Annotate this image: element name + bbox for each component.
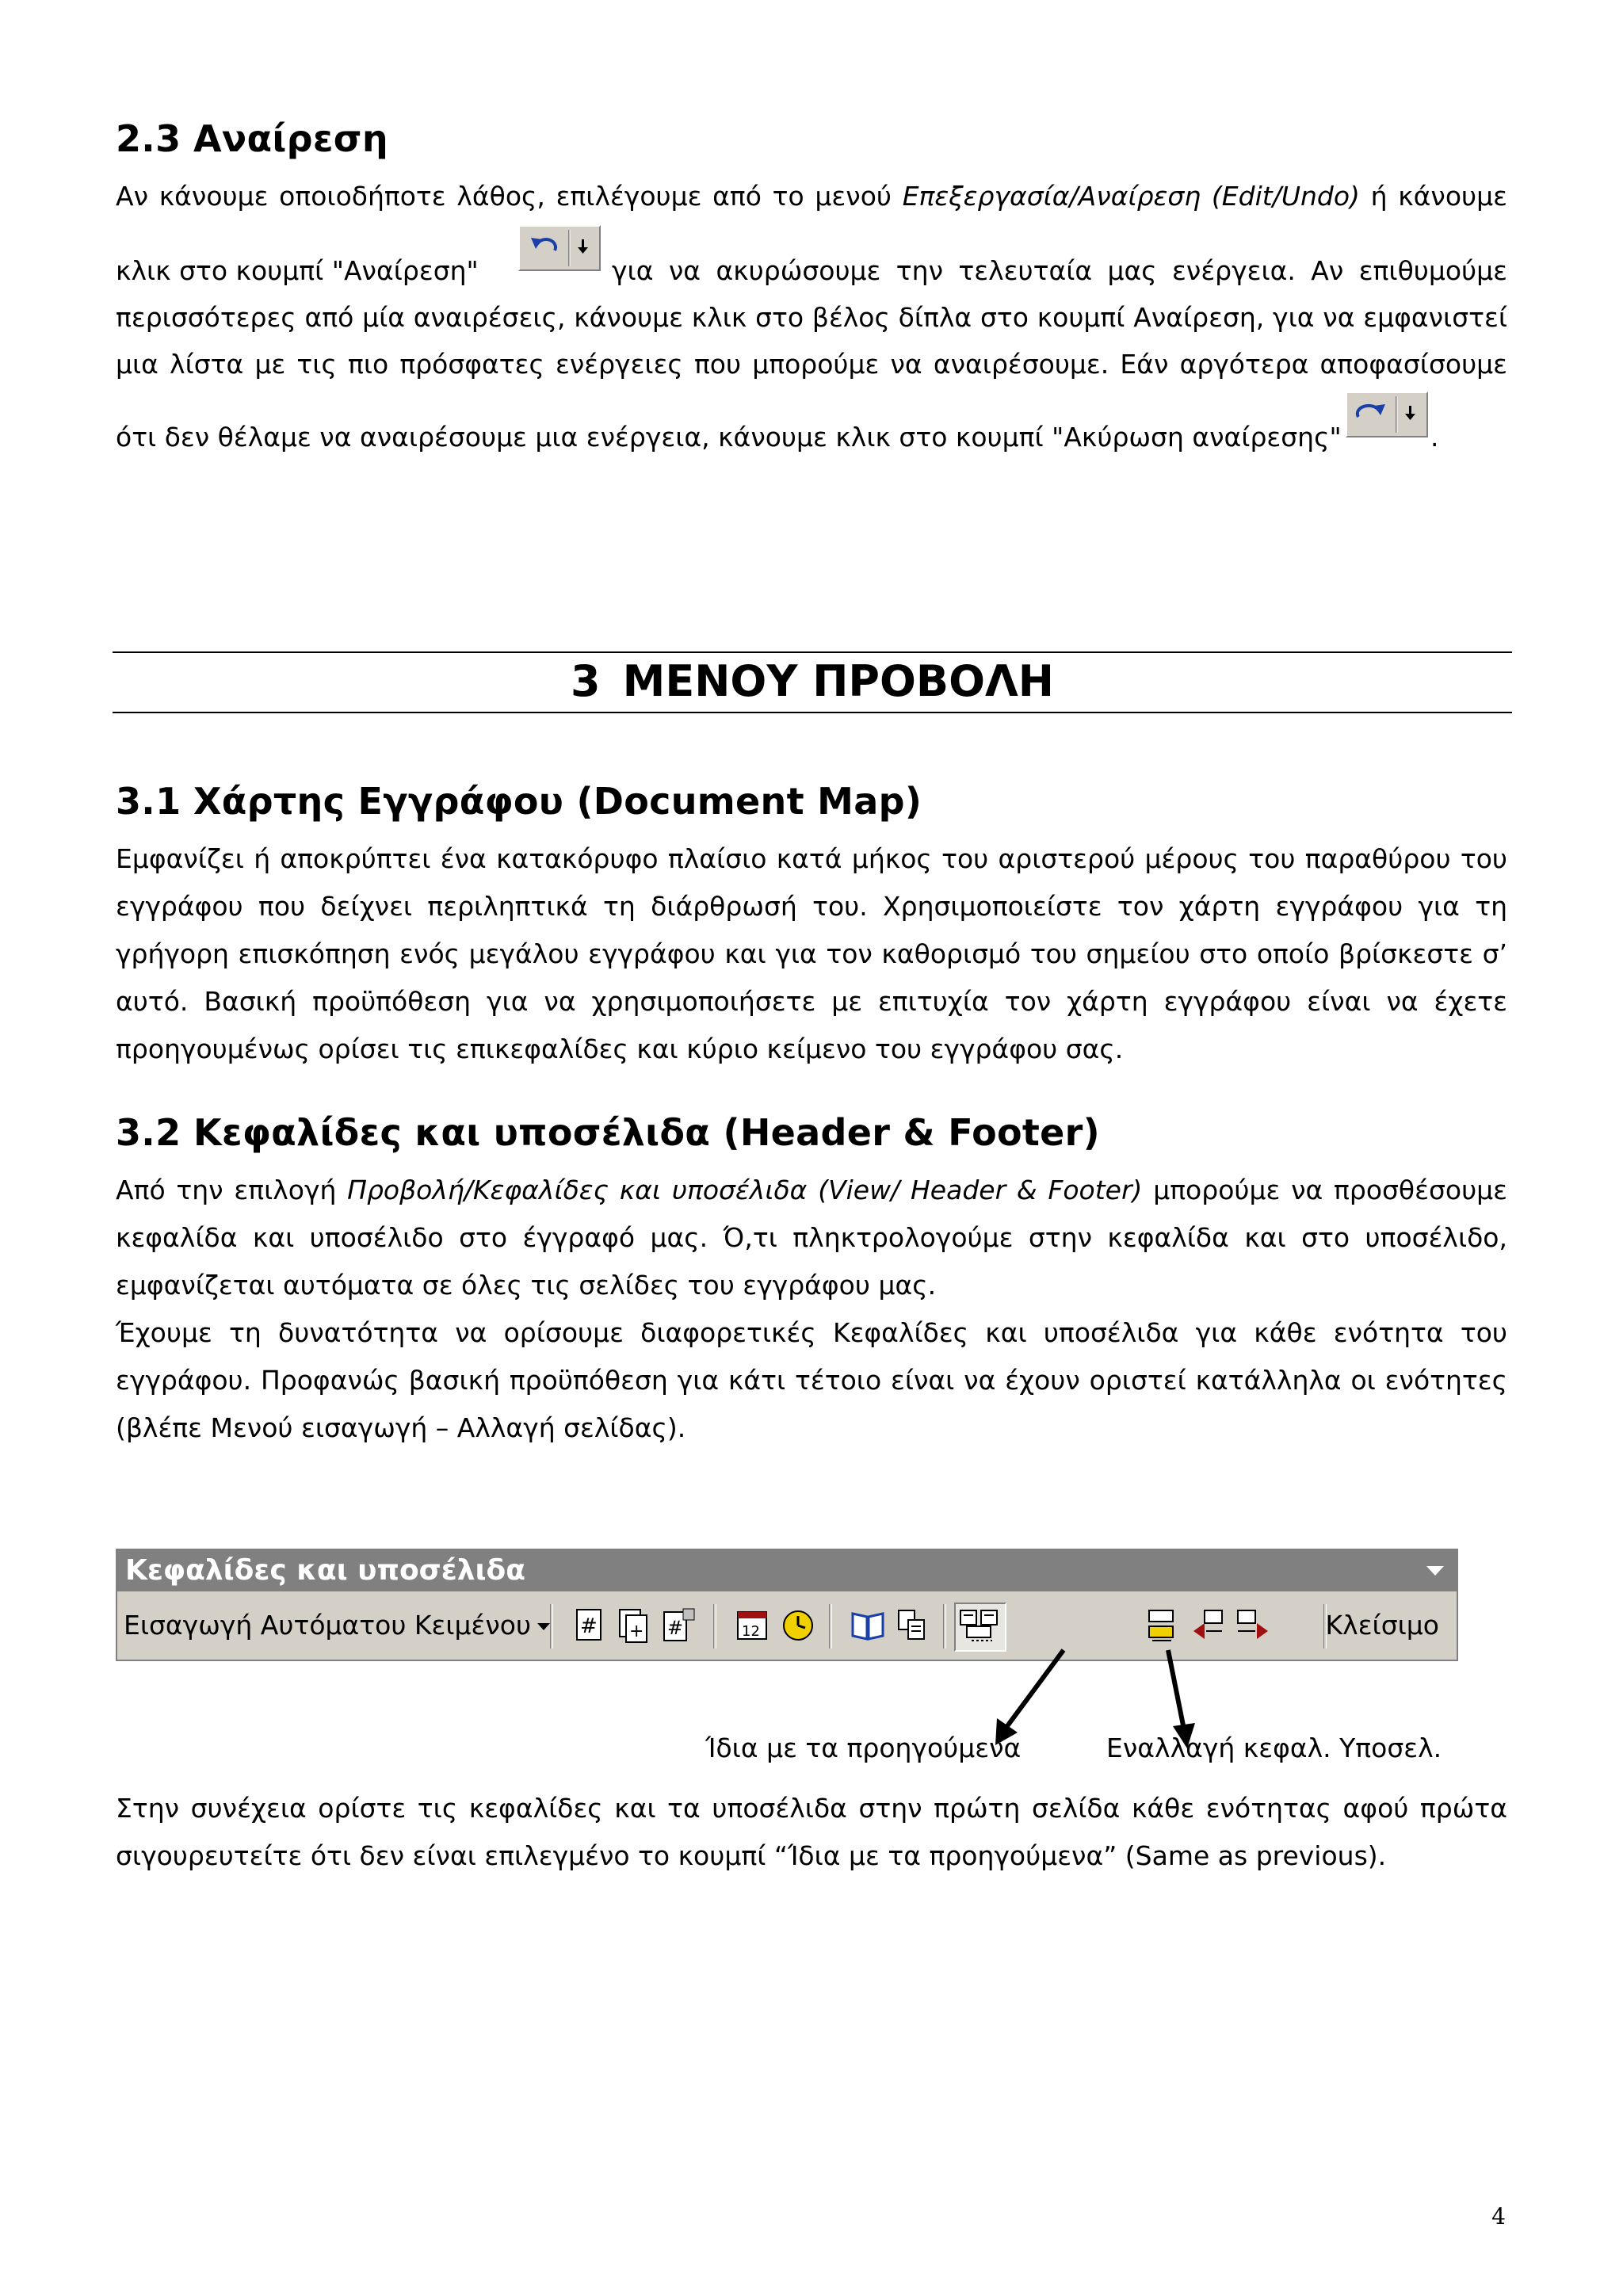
paragraph-line: εγγράφου που δείχνει περιληπτικά τη διάρθρωσή του. Χρησιμοποιείστε τον χάρτη εγγράφου για τη	[116, 891, 1507, 922]
paragraph-line: εγγράφου. Προφανώς βασική προϋπόθεση για κάτι τέτοιο είναι να έχουν οριστεί κατάλληλα οι ενότητες	[116, 1365, 1507, 1396]
svg-text:12: 12	[742, 1623, 760, 1640]
annotation-same-as-previous: Ίδια με τα προηγούμενα	[705, 1733, 1022, 1763]
section-title: Κεφαλίδες και υποσέλιδα (Header & Footer)	[193, 1111, 1100, 1154]
paragraph-line: κεφαλίδα και υποσέλιδο στο έγγραφό μας. Ό,τι πληκτρολογούμε στην κεφαλίδα και στο υποσέλιδο,	[116, 1222, 1507, 1253]
arrow-switch-header-footer	[1168, 1650, 1184, 1729]
paragraph-line: Έχουμε τη δυνατότητα να ορίσουμε διαφορετικές Κεφαλίδες και υποσέλιδα για κάθε ενότητα του	[116, 1317, 1507, 1348]
page-number: 4	[1491, 2203, 1506, 2229]
toolbar-title: Κεφαλίδες και υποσέλιδα	[125, 1554, 526, 1587]
paragraph-line: Εμφανίζει ή αποκρύπτει ένα κατακόρυφο πλαίσιο κατά μήκος του αριστερού μέρους του παραθύρου του	[116, 843, 1507, 874]
paragraph-line: αυτό. Βασική προϋπόθεση για να χρησιμοποιήσετε με επιτυχία τον χάρτη εγγράφου είναι να έχετε	[116, 986, 1507, 1017]
chapter-number: 3	[571, 656, 601, 706]
svg-text:+: +	[629, 1622, 644, 1641]
section-number: 2.3	[116, 117, 181, 160]
section-title: Αναίρεση	[193, 117, 388, 160]
svg-text:#: #	[667, 1617, 684, 1639]
svg-text:#: #	[580, 1614, 598, 1638]
annotation-switch-header-footer: Εναλλαγή κεφαλ. Υποσελ.	[1106, 1733, 1442, 1763]
paragraph-line: σιγουρευτείτε ότι δεν είναι επιλεγμένο το κουμπί “Ίδια με τα προηγούμενα” (Same as previous).	[116, 1840, 1387, 1871]
paragraph-line: εμφανίζεται αυτόματα σε όλες τις σελίδες του εγγράφου μας.	[116, 1270, 937, 1301]
paragraph-line: περισσότερες από μία αναιρέσεις, κάνουμε κλικ στο βέλος δίπλα στο κουμπί Αναίρεση, για να εμφανιστεί	[116, 302, 1507, 333]
insert-autotext-label: Εισαγωγή Αυτόματου Κειμένου	[124, 1610, 532, 1641]
section-number: 3.2	[116, 1111, 181, 1154]
paragraph-line: Αν κάνουμε οποιοδήποτε λάθος, επιλέγουμε από το μενού Επεξεργασία/Αναίρεση (Edit/Undo) ή κάνουμε	[116, 181, 1507, 212]
paragraph-line: Στην συνέχεια ορίστε τις κεφαλίδες και τα υποσέλιδα στην πρώτη σελίδα κάθε ενότητας αφού πρώτα	[116, 1793, 1507, 1824]
sentence-end: .	[1430, 422, 1439, 453]
paragraph-line: για να ακυρώσουμε την τελευταία μας ενέργεια. Αν επιθυμούμε	[612, 255, 1507, 286]
paragraph-line: (βλέπε Μενού εισαγωγή – Αλλαγή σελίδας).	[116, 1412, 686, 1443]
paragraph-line: κλικ στο κουμπί "Αναίρεση"	[116, 255, 479, 286]
menu-path: Προβολή/Κεφαλίδες και υποσέλιδα (View/ Header & Footer)	[347, 1175, 1143, 1205]
paragraph-line: ότι δεν θέλαμε να αναιρέσουμε μια ενέργεια, κάνουμε κλικ στο κουμπί "Ακύρωση αναίρεσης"	[116, 422, 1342, 453]
paragraph-line: προηγουμένως ορίσει τις επικεφαλίδες και κύριο κείμενο του εγγράφου σας.	[116, 1033, 1124, 1064]
section-number: 3.1	[116, 780, 181, 823]
paragraph-line: Από την επιλογή Προβολή/Κεφαλίδες και υποσέλιδα (View/ Header & Footer) μπορούμε να προσθέσουμε	[116, 1175, 1507, 1205]
paragraph-line: μια λίστα με τις πιο πρόσφατες ενέργειες που μπορούμε να αναιρέσουμε. Εάν αργότερα αποφασίσουμε	[116, 349, 1507, 380]
section-title: Χάρτης Εγγράφου (Document Map)	[193, 780, 922, 823]
menu-path: Επεξεργασία/Αναίρεση (Edit/Undo)	[902, 181, 1360, 212]
close-toolbar-button[interactable]: Κλείσιμο	[1325, 1610, 1439, 1641]
arrow-same-as-previous	[1005, 1650, 1064, 1729]
paragraph-line: γρήγορη επισκόπηση ενός μεγάλου εγγράφου και για τον καθορισμό του σημείου στο οποίο βρίσκεστε σ’	[116, 938, 1507, 969]
chapter-title: ΜΕΝΟΥ ΠΡΟΒΟΛΗ	[622, 656, 1054, 706]
